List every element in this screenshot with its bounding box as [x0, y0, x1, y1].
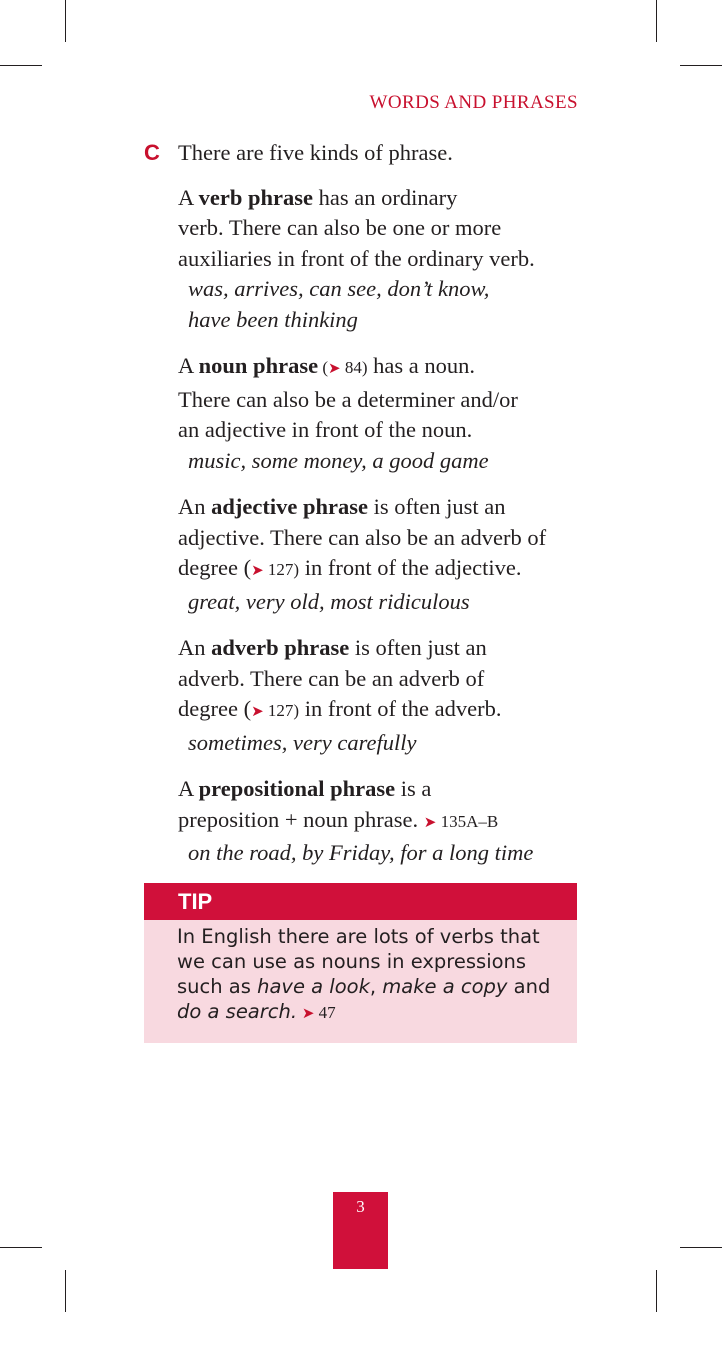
- cross-reference: [251, 560, 299, 579]
- cross-reference: [251, 701, 299, 720]
- text: adverb. There can be an adverb of: [178, 665, 485, 691]
- prepositional-phrase-term: prepositional phrase: [198, 776, 396, 801]
- text: 135A–B: [436, 811, 499, 831]
- text: has an ordinary: [313, 184, 458, 210]
- example: was, arrives, can see, don’t know,: [188, 276, 490, 301]
- arrow-icon: ➤: [327, 361, 341, 377]
- arrow-icon: ➤: [251, 704, 264, 720]
- text: is often just an: [367, 494, 506, 519]
- adjective-phrase-paragraph: [178, 492, 584, 617]
- crop-mark: [65, 1270, 66, 1312]
- text: is a: [395, 776, 432, 801]
- adverb-phrase-term: adverb phrase: [211, 635, 350, 660]
- text: adjective. There can also be an adverb of: [178, 524, 547, 550]
- text: 84): [340, 358, 368, 377]
- text: A: [178, 776, 199, 801]
- main-content: [144, 138, 584, 885]
- text: (: [318, 358, 328, 377]
- text: In English there are lots of verbs that: [177, 925, 540, 948]
- text: An: [178, 494, 212, 519]
- adverb-phrase-paragraph: [178, 633, 584, 758]
- text: such as: [177, 975, 258, 998]
- text: an adjective in front of the noun.: [178, 417, 473, 442]
- prepositional-phrase-paragraph: [178, 774, 584, 869]
- example: sometimes, very carefully: [188, 729, 417, 755]
- running-header: WORDS AND PHRASES: [369, 92, 578, 113]
- crop-mark: [656, 0, 657, 42]
- text: 127): [263, 701, 300, 720]
- tip-box: [144, 883, 577, 1043]
- crop-mark: [0, 65, 42, 66]
- crop-mark: [680, 65, 722, 66]
- page-number: 3: [333, 1192, 388, 1269]
- crop-mark: [656, 1270, 657, 1312]
- noun-phrase-term: noun phrase: [198, 353, 319, 378]
- section-c-intro: [144, 138, 584, 169]
- crop-mark: [65, 0, 66, 42]
- text: degree (: [178, 555, 252, 580]
- verb-phrase-paragraph: [178, 183, 584, 336]
- tip-example: have a look: [257, 975, 370, 998]
- example: have been thinking: [188, 306, 358, 332]
- text: in front of the adverb.: [299, 696, 502, 721]
- tip-body: [144, 920, 577, 1043]
- text: 127): [263, 560, 300, 579]
- tip-heading: TIP: [144, 883, 577, 920]
- text: auxiliaries in front of the ordinary verb.: [178, 245, 535, 271]
- text: There can also be a determiner and/or: [178, 386, 518, 412]
- text: has a noun.: [367, 353, 475, 378]
- tip-example: make a copy: [382, 975, 508, 998]
- text: A: [178, 353, 199, 378]
- section-letter: C: [144, 140, 160, 165]
- text: in front of the adjective.: [299, 555, 522, 580]
- crop-mark: [0, 1247, 42, 1248]
- text: verb. There can also be one or more: [178, 215, 502, 240]
- text: preposition + noun phrase.: [178, 806, 424, 832]
- intro-text: There are five kinds of phrase.: [178, 140, 453, 165]
- cross-reference: [424, 812, 498, 831]
- arrow-icon: ➤: [251, 563, 264, 579]
- text: and: [507, 975, 551, 998]
- text: degree (: [178, 696, 252, 721]
- cross-reference: [318, 358, 367, 377]
- arrow-icon: ➤: [423, 814, 437, 831]
- example: great, very old, most ridiculous: [188, 588, 470, 614]
- text: A: [178, 184, 199, 210]
- crop-mark: [680, 1247, 722, 1248]
- text: is often just an: [349, 635, 487, 660]
- verb-phrase-term: verb phrase: [198, 184, 314, 210]
- example: music, some money, a good game: [188, 447, 489, 473]
- text: we can use as nouns in expressions: [177, 950, 527, 973]
- noun-phrase-paragraph: [178, 351, 584, 476]
- text: ,: [369, 975, 383, 998]
- tip-example: do a search.: [177, 1000, 298, 1023]
- text: An: [178, 635, 212, 660]
- arrow-icon: ➤: [297, 1004, 315, 1022]
- cross-reference: 47: [314, 1003, 336, 1022]
- adjective-phrase-term: adjective phrase: [211, 494, 368, 519]
- example: on the road, by Friday, for a long time: [188, 840, 534, 865]
